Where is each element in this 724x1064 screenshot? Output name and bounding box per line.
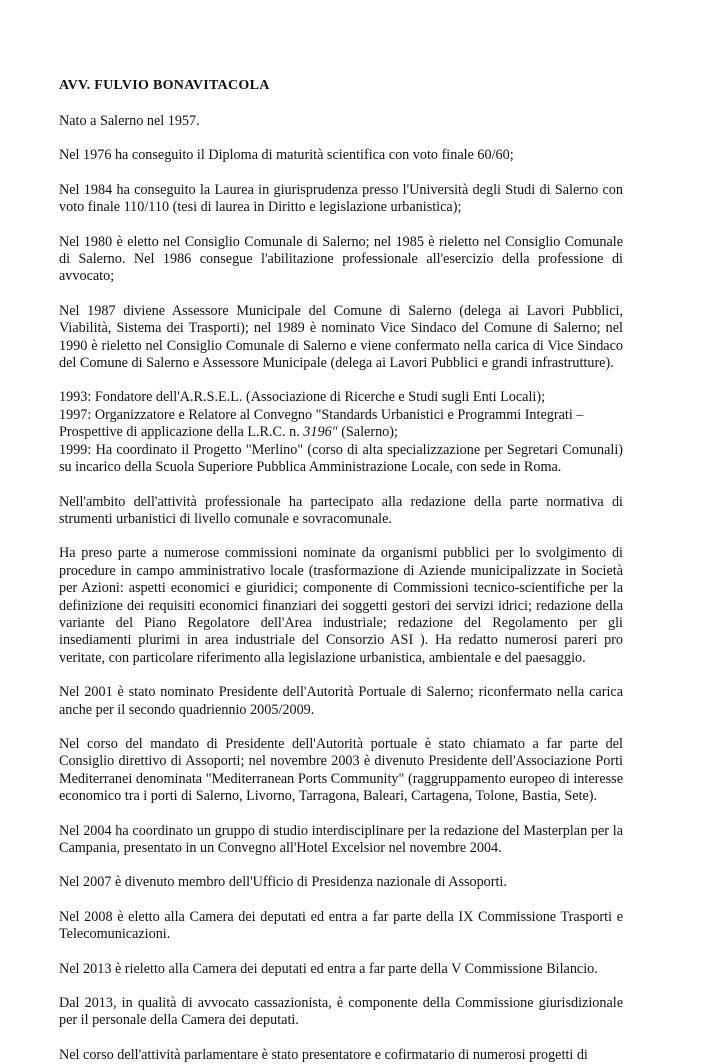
paragraph-diploma: Nel 1976 ha conseguito il Diploma di maturità scientifica con voto finale 60/60; [59, 147, 514, 164]
activity-1997-law-number: 3196" [303, 424, 338, 441]
paragraph-birth: Nato a Salerno nel 1957. [59, 113, 200, 129]
activity-1997-pre: Prospettive di applicazione della L.R.C. n. [59, 424, 304, 441]
paragraph-attivita-parlamentare: Nel corso dell'attività parlamentare è stato presentatore e cofirmatario di numerosi progetti di [59, 1046, 588, 1063]
paragraph-commissione-giurisdizionale: Dal 2013, in qualità di avvocato cassazionista, è componente della Commissione giurisdizionale per il personale della Camera dei deputati. [59, 995, 623, 1029]
paragraph-assessore: Nel 1987 diviene Assessore Municipale del Comune di Salerno (delega ai Lavori Pubblici, Viabilità, Sistema dei Trasporti); nel 1989 è nominato Vice Sindaco del Comune di Salerno; nel 1990 è rieletto nel Consiglio Comunale di Salerno e viene confermato nella carica di Vice Sindaco del Comune di Salerno e Assessore Municipale (delega ai Lavori Pubblici e grandi infrastrutture). [59, 302, 623, 372]
paragraph-camera-2013: Nel 2013 è rieletto alla Camera dei deputati ed entra a far parte della V Commissione Bilancio. [59, 960, 598, 977]
paragraph-assoporti: Nel corso del mandato di Presidente dell'Autorità portuale è stato chiamato a far parte del Consiglio direttivo di Assoporti; nel novembre 2003 è divenuto Presidente dell'Associazione Porti Mediterranei denominata "Mediterranean Ports Community" (raggruppamento europeo di interesse economico tra i porti di Salerno, Livorno, Tarragona, Baleari, Cartagena, Tolone, Bastia, Sete). [59, 735, 623, 805]
activity-1997-line-a: 1997: Organizzatore e Relatore al Convegno "Standards Urbanistici e Programmi Integrati – [59, 406, 584, 423]
paragraph-commissioni: Ha preso parte a numerose commissioni nominate da organismi pubblici per lo svolgimento di procedure in campo amministrativo locale (trasformazione di Aziende municipalizzate in Società per Azioni: aspetti economici e giuridici; componente di Commissioni tecnico-scientifiche per la definizione dei requisiti economici finanziari dei soggetti gestori dei servizi idrici; redazione della variante del Piano Regolatore dell'Area industriale; redazione del Regolamento per gli insediamenti plurimi in area industriale del Consorzio ASI ). Ha redatto numerosi pareri pro veritate, con particolare riferimento alla legislazione urbanistica, ambientale e del paesaggio. [59, 545, 623, 666]
paragraph-camera-2008: Nel 2008 è eletto alla Camera dei deputati ed entra a far parte della IX Commissione Trasporti e Telecomunicazioni. [59, 908, 623, 943]
paragraph-consiglio: Nel 1980 è eletto nel Consiglio Comunale di Salerno; nel 1985 è rieletto nel Consiglio Comunale di Salerno. Nel 1986 consegue l'abilitazione professionale all'esercizio della professione di avvocato; [59, 233, 623, 285]
paragraph-presidenza: Nel 2007 è divenuto membro dell'Ufficio di Presidenza nazionale di Assoporti. [59, 874, 507, 891]
page-title: AVV. FULVIO BONAVITACOLA [59, 78, 270, 93]
activity-1999: 1999: Ha coordinato il Progetto "Merlino" (corso di alta specializzazione per Segretari Comunali) su incarico della Scuola Superiore Pubblica Amministrazione Locale, con sede in Roma. [59, 441, 623, 476]
paragraph-activities [59, 389, 623, 476]
activity-1997-post: (Salerno); [337, 424, 398, 441]
activity-1997 [59, 407, 623, 442]
activity-1993: 1993: Fondatore dell'A.R.S.E.L. (Associazione di Ricerche e Studi sugli Enti Locali); [59, 389, 546, 406]
paragraph-autorita-portuale: Nel 2001 è stato nominato Presidente dell'Autorità Portuale di Salerno; riconfermato nella carica anche per il secondo quadriennio 2005/2009. [59, 684, 623, 718]
paragraph-laurea: Nel 1984 ha conseguito la Laurea in giurisprudenza presso l'Università degli Studi di Salerno con voto finale 110/110 (tesi di laurea in Diritto e legislazione urbanistica); [59, 181, 623, 216]
paragraph-professione: Nell'ambito dell'attività professionale ha partecipato alla redazione della parte normativa di strumenti urbanistici di livello comunale e sovracomunale. [59, 493, 623, 527]
paragraph-masterplan: Nel 2004 ha coordinato un gruppo di studio interdisciplinare per la redazione del Masterplan per la Campania, presentato in un Convegno all'Hotel Excelsior nel novembre 2004. [59, 822, 623, 856]
